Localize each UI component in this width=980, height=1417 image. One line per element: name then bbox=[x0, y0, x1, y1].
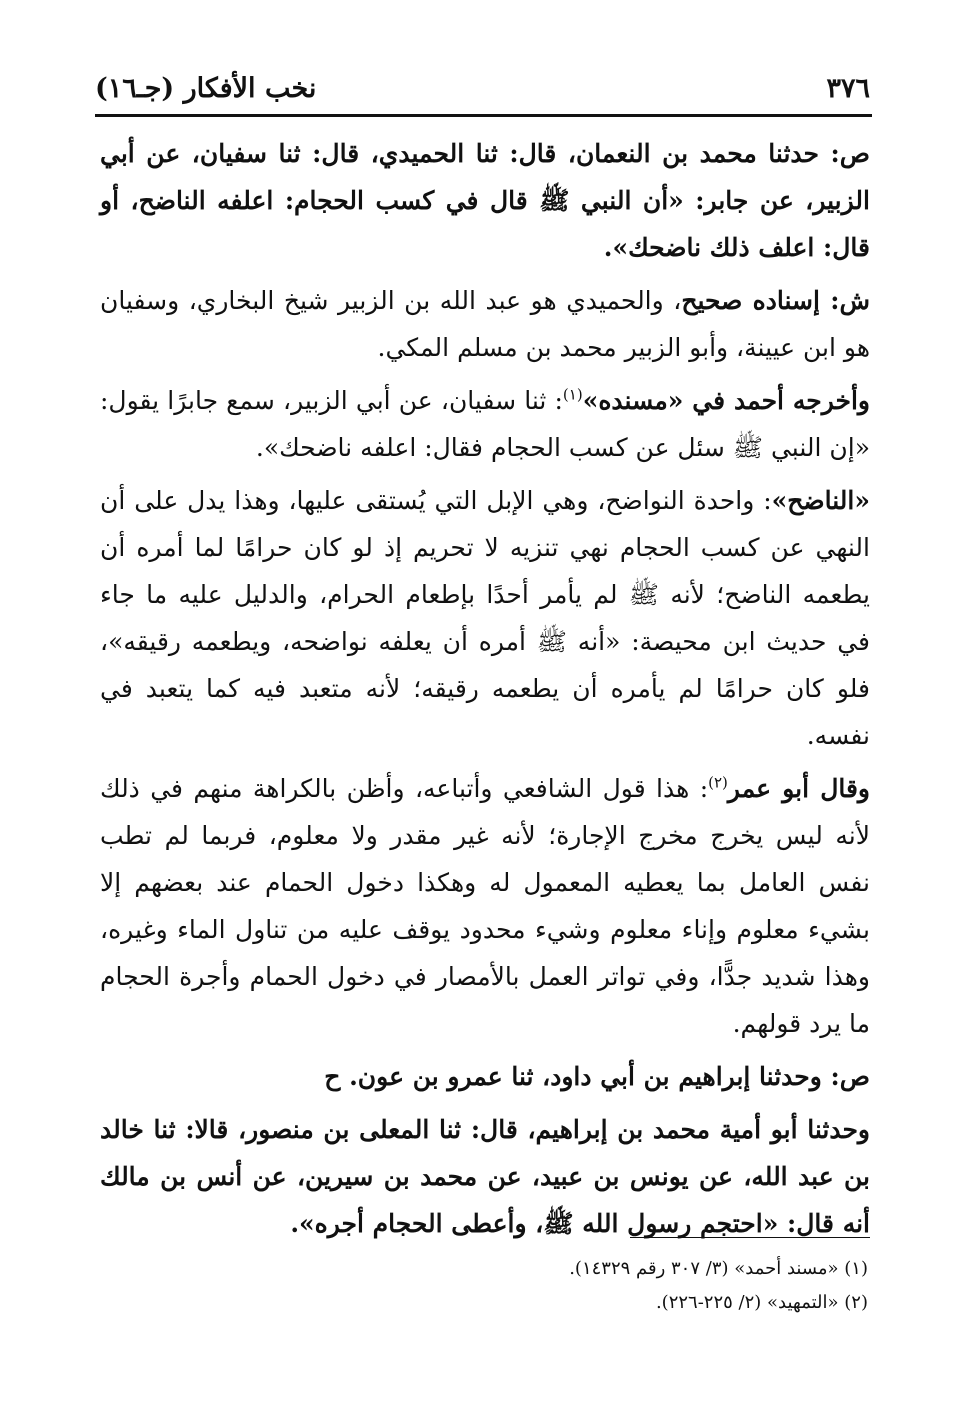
commentary-paragraph-4 bbox=[100, 765, 870, 1047]
para-lead: ص: bbox=[818, 139, 870, 168]
hadith-paragraph-1 bbox=[100, 130, 870, 271]
para-text: وحدثنا أبو أمية محمد بن إبراهيم، قال: ثنا المعلى بن منصور، قالا: ثنا خالد بن عبد الله، عن يونس بن عبيد، عن محمد بن سيرين، عن أنس بن مالك أنه قال: «احتجم رسول الله ﷺ، وأعطى الحجام أجره». bbox=[100, 1115, 870, 1238]
para-text: حدثنا محمد بن النعمان، قال: ثنا الحميدي، قال: ثنا سفيان، عن أبي الزبير، عن جابر: «أن النبي ﷺ قال في كسب الحجام: اعلفه الناضح، أو قال: اعلف ذلك ناضحك». bbox=[100, 139, 870, 262]
para-lead: وقال أبو عمر bbox=[727, 774, 871, 803]
para-lead: وأخرجه أحمد في «مسنده» bbox=[582, 386, 870, 415]
commentary-paragraph-1 bbox=[100, 277, 870, 371]
page-header bbox=[95, 66, 870, 110]
para-text: : واحدة النواضح، وهي الإبل التي يُستقى عليها، وهذا يدل على أن النهي عن كسب الحجام نهي تنزيه لا تحريم إذ لو كان حرامًا لما أمره أن يطعمه الناضح؛ لأنه ﷺ لم يأمر أحدًا بإطعام الحرام، والدليل عليه ما جاء في حديث ابن محيصة: «أنه ﷺ أمره أن يعلفه نواضحه، ويطعمه رقيقه»، فلو كان حرامًا لم يأمره أن يطعمه رقيقه؛ لأنه متعبد فيه كما يتعبد في نفسه. bbox=[100, 486, 870, 750]
para-text: : ثنا سفيان، عن أبي الزبير، سمع جابرًا يقول: «إن النبي ﷺ سئل عن كسب الحجام فقال: اعلفه ناضحك». bbox=[100, 386, 870, 462]
header-divider bbox=[95, 114, 872, 117]
footnote-1: (١) «مسند أحمد» (٣/ ٣٠٧ رقم ١٤٣٢٩). bbox=[569, 1258, 868, 1279]
commentary-paragraph-3 bbox=[100, 477, 870, 759]
footnote-ref-1[interactable]: (١) bbox=[562, 385, 583, 404]
footnote-ref-2[interactable]: (٢) bbox=[708, 773, 728, 792]
footnote-divider bbox=[630, 1237, 870, 1238]
commentary-paragraph-2 bbox=[100, 377, 870, 471]
book-title: نخب الأفكار (جـ١٦) bbox=[95, 72, 317, 104]
footnote-2: (٢) «التمهيد» (٢/ ٢٢٥-٢٢٦). bbox=[655, 1292, 868, 1313]
footnotes bbox=[100, 1252, 868, 1320]
page-number: ٣٧٦ bbox=[826, 72, 870, 104]
para-lead: ش: bbox=[819, 286, 870, 315]
hadith-paragraph-3 bbox=[100, 1106, 870, 1247]
hadith-paragraph-2 bbox=[100, 1053, 870, 1100]
para-text: ، والحميدي هو عبد الله بن الزبير شيخ البخاري، وسفيان هو ابن عيينة، وأبو الزبير محمد بن مسلم المكي. bbox=[100, 286, 870, 362]
para-lead: «الناضح» bbox=[771, 486, 870, 515]
para-bold-part: إسناده صحيح bbox=[681, 286, 820, 315]
page-body bbox=[100, 130, 870, 1253]
para-lead: ص: bbox=[821, 1062, 870, 1091]
para-text: : هذا قول الشافعي وأتباعه، وأظن بالكراهة منهم في ذلك لأنه ليس يخرج مخرج الإجارة؛ لأنه غير مقدر ولا معلوم، فربما لم تطب نفس العامل بما يعطيه المعمول له وهكذا دخول الحمام عند بعضهم إلا بشيء معلوم وإناء معلوم وشيء محدود يوقف عليه من تناول الماء وغيره، وهذا شديد جدًّا، وفي تواتر العمل بالأمصار في دخول الحمام وأجرة الحجام ما يرد قولهم. bbox=[100, 774, 870, 1038]
para-text: وحدثنا إبراهيم بن أبي داود، ثنا عمرو بن عون. ح bbox=[324, 1062, 822, 1091]
